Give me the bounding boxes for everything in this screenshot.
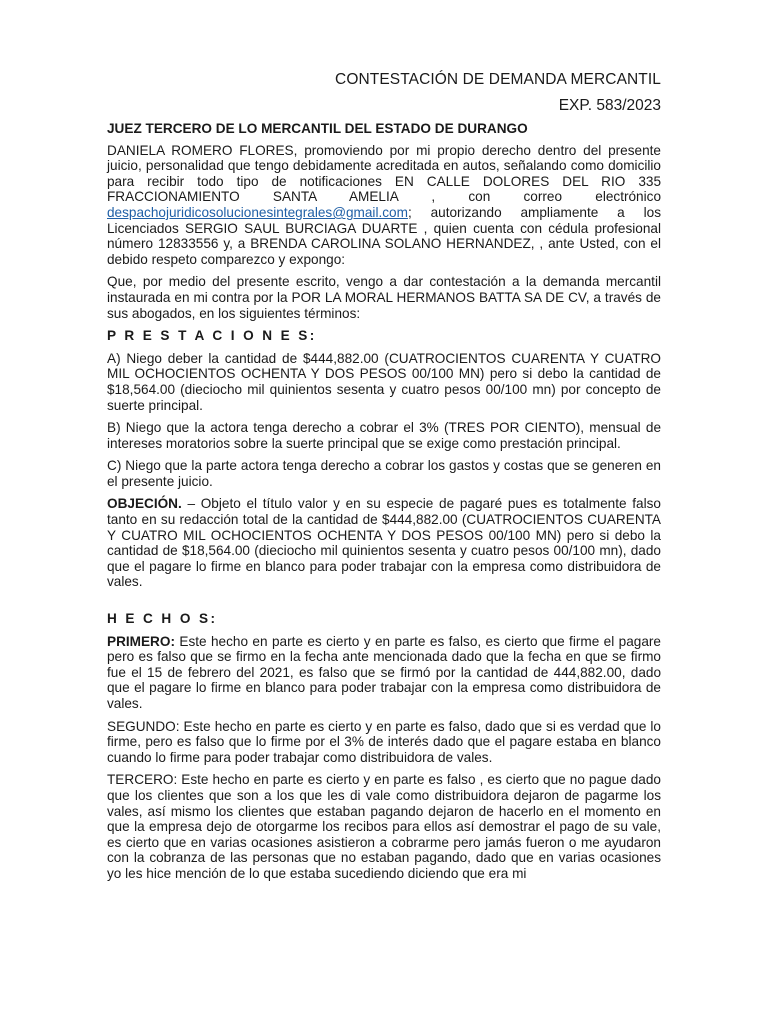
hecho-primero [107,634,661,712]
prestacion-item-b: B) Niego que la actora tenga derecho a cobrar el 3% (TRES POR CIENTO), mensual de intereses moratorios sobre la suerte principal que se exige como prestación principal. [107,420,661,451]
objecion-label: OBJECIÓN. [107,496,182,512]
intro-text-a: DANIELA ROMERO FLORES, promoviendo por mi propio derecho dentro del presente juicio, personalidad que tengo debidamente acreditada en autos, señalando como domicilio para recibir todo tipo de notificaciones EN CALLE DOLORES DEL RIO 335 FRACCIONAMIENTO SANTA AMELIA , con correo electrónico [107,142,661,205]
objecion-paragraph [107,496,661,590]
purpose-paragraph: Que, por medio del presente escrito, vengo a dar contestación a la demanda mercantil instaurada en mi contra por la POR LA MORAL HERMANOS BATTA SA DE CV, a través de sus abogados, en los siguientes términos: [107,274,661,321]
document-body [107,121,661,889]
hechos-heading: H E C H O S: [107,611,218,627]
addressee: JUEZ TERCERO DE LO MERCANTIL DEL ESTADO DE DURANGO [107,121,528,136]
hecho-segundo: SEGUNDO: Este hecho en parte es cierto y en parte es falso, dado que si es verdad que lo firme, pero es falso que lo firme por el 3% de interés dado que el pagare estaba en blanco cuando lo firme para poder trabajar como distribuidora de vales. [107,718,661,765]
prestacion-item-c: C) Niego que la parte actora tenga derecho a cobrar los gastos y costas que se generen en el presente juicio. [107,458,661,489]
objecion-text: – Objeto el título valor y en su especie de pagaré pues es totalmente falso tanto en su redacción total de la cantidad de $444,882.00 (CUATROCIENTOS CUARENTA Y CUATRO MIL OCHOCIENTOS OCHENTA Y DOS PESOS 00/100 MN) pero si debo la cantidad de $18,564.00 (dieciocho mil quinientos sesenta y cuatro pesos 00/100 mn), dado que el pagare lo firme en blanco para poder trabajar con la empresa como distribuidora de vales. [107,496,661,590]
prestacion-item-a: A) Niego deber la cantidad de $444,882.00 (CUATROCIENTOS CUARENTA Y CUATRO MIL OCHOCIENTOS OCHENTA Y DOS PESOS 00/100 MN) pero si debo la cantidad de $18,564.00 (dieciocho mil quinientos sesenta y cuatro pesos 00/100 mn) por concepto de suerte principal. [107,350,661,413]
intro-text-b: ; autorizando ampliamente a los Licenciados SERGIO SAUL BURCIAGA DUARTE , quien cuenta con cédula profesional número 12833556 y, a BRENDA CAROLINA SOLANO HERNANDEZ, , ante Usted, con el debido respeto comparezco y expongo: [107,204,661,267]
section-spacer [107,597,661,611]
email-link[interactable]: despachojuridicosolucionesintegrales@gmail.com [107,204,408,220]
primero-text: Este hecho en parte es cierto y en parte es falso, es cierto que firme el pagare pero es falso que se firmo en la fecha ante mencionada dado que la fecha en que se firmo fue el 15 de febrero del 2021, es falso que se firmó por la cantidad de 444,882.00, dado que el pagare lo firme en blanco para poder trabajar con la empresa como distribuidora de vales. [107,633,661,711]
prestaciones-heading: P R E S T A C I O N E S: [107,328,317,344]
case-number: EXP. 583/2023 [558,97,661,114]
primero-label: PRIMERO: [107,633,175,649]
hecho-tercero: TERCERO: Este hecho en parte es cierto y en parte es falso , es cierto que no pague dado que los clientes que son a los que les di vale como distribuidora dejaron de pagarme los vales, así mismo los clientes que estaban pagando dejaron de hacerlo en el momento en que la empresa dejo de otorgarme los recibos para ellos así demostrar el pago de su vale, es cierto que en varias ocasiones asistieron a cobrarme pero jamás fueron o me ayudaron con la cobranza de las personas que no estaban pagando, dado que en varias ocasiones yo les hice mención de lo que estaba sucediendo diciendo que era mi [107,772,661,881]
document-title: CONTESTACIÓN DE DEMANDA MERCANTIL [335,71,661,88]
intro-paragraph [107,143,661,268]
